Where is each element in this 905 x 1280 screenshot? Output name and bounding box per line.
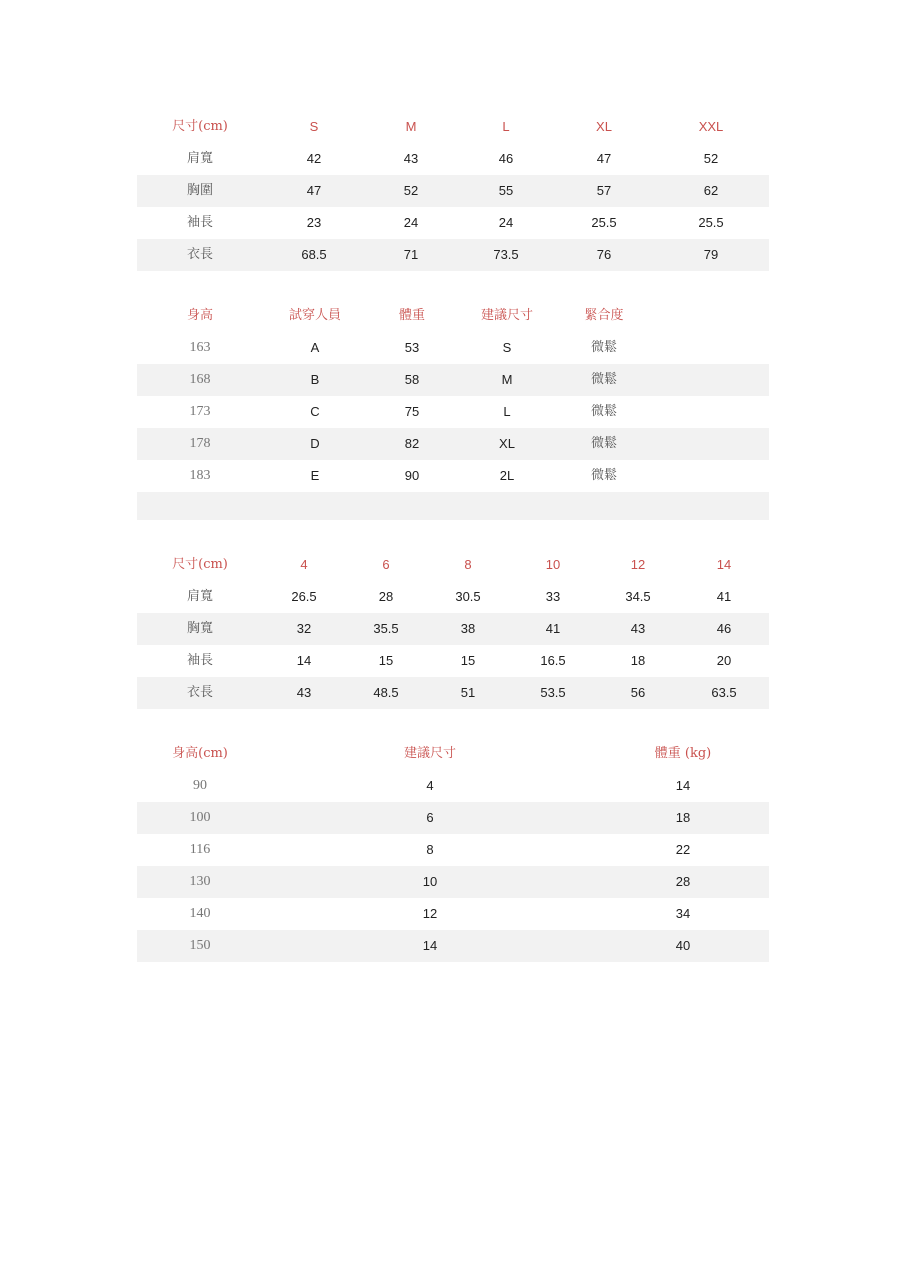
table-cell: 微鬆 <box>590 340 618 355</box>
table-row <box>137 460 769 492</box>
header-cell: 建議尺寸 <box>403 746 457 761</box>
table-cell: 33 <box>545 589 561 604</box>
table-row <box>137 834 769 866</box>
table-cell: M <box>501 372 513 387</box>
header-cell: 尺寸(cm) <box>172 119 228 134</box>
header-cell: 體重 <box>398 308 426 323</box>
table-cell: 18 <box>675 810 691 825</box>
table-cell: 76 <box>596 247 612 262</box>
table-cell: 48.5 <box>373 685 399 700</box>
header-cell: 10 <box>545 557 561 572</box>
table-cell: D <box>310 436 320 451</box>
table-cell: 75 <box>404 404 420 419</box>
table-cell: 34 <box>675 906 691 921</box>
table-row <box>137 802 769 834</box>
row-label: 178 <box>189 436 211 451</box>
table-cell: 15 <box>378 653 394 668</box>
table-cell: 微鬆 <box>590 436 618 451</box>
table-cell: 51 <box>460 685 476 700</box>
table-header-row <box>137 111 769 143</box>
table-header-row <box>137 549 769 581</box>
header-cell: M <box>405 119 417 134</box>
table-cell: 8 <box>426 842 434 857</box>
header-cell: XXL <box>698 119 724 134</box>
table-cell: S <box>502 340 512 355</box>
table-cell: 57 <box>596 183 612 198</box>
table-cell: 4 <box>426 778 434 793</box>
header-cell: 尺寸(cm) <box>172 557 228 572</box>
table-row <box>137 175 769 207</box>
table-row <box>137 930 769 962</box>
row-label: 肩寬 <box>186 589 214 604</box>
header-cell: 12 <box>630 557 646 572</box>
table-cell: 53 <box>404 340 420 355</box>
table-cell: 14 <box>422 938 438 953</box>
table-cell: 6 <box>426 810 434 825</box>
table-row <box>137 613 769 645</box>
table-cell: 34.5 <box>625 589 651 604</box>
table-cell: 23 <box>306 215 322 230</box>
table-cell: 62 <box>703 183 719 198</box>
row-label: 胸寬 <box>186 621 214 636</box>
table-cell: 43 <box>296 685 312 700</box>
table-cell: 40 <box>675 938 691 953</box>
table-cell: 20 <box>716 653 732 668</box>
fit-test-table <box>137 300 769 520</box>
table-cell: 18 <box>630 653 646 668</box>
table-cell: 28 <box>675 874 691 889</box>
table-cell: 43 <box>403 151 419 166</box>
table-cell: 53.5 <box>540 685 566 700</box>
header-cell: 14 <box>716 557 732 572</box>
row-label: 163 <box>189 340 211 355</box>
header-cell: 緊合度 <box>584 308 624 323</box>
table-row <box>137 677 769 709</box>
table-cell: 46 <box>716 621 732 636</box>
table-cell: 82 <box>404 436 420 451</box>
height-recommendation-table <box>137 738 769 962</box>
table-header-row <box>137 300 769 332</box>
table-cell: 25.5 <box>698 215 724 230</box>
table-cell: 47 <box>306 183 322 198</box>
row-label: 150 <box>189 938 211 953</box>
table-cell: 43 <box>630 621 646 636</box>
table-cell: 55 <box>498 183 514 198</box>
header-cell: 6 <box>382 557 390 572</box>
table-cell: 63.5 <box>711 685 737 700</box>
table-cell: 68.5 <box>301 247 327 262</box>
table-cell: 52 <box>703 151 719 166</box>
table-cell: 41 <box>716 589 732 604</box>
header-cell: 8 <box>464 557 472 572</box>
table-row <box>137 332 769 364</box>
row-label: 183 <box>189 468 211 483</box>
header-cell: 體重 (kg) <box>654 746 712 761</box>
table-cell: 25.5 <box>591 215 617 230</box>
table-row <box>137 364 769 396</box>
row-label: 胸圍 <box>186 183 214 198</box>
table-cell: 16.5 <box>540 653 566 668</box>
header-cell: 身高 <box>186 308 214 323</box>
header-cell: 建議尺寸 <box>480 308 534 323</box>
table-cell: 58 <box>404 372 420 387</box>
table-cell: 微鬆 <box>590 372 618 387</box>
table-cell: 90 <box>404 468 420 483</box>
row-label: 116 <box>189 842 211 857</box>
header-cell: 試穿人員 <box>288 308 342 323</box>
header-cell: S <box>309 119 319 134</box>
row-label: 140 <box>189 906 211 921</box>
table-cell: 73.5 <box>493 247 519 262</box>
table-row <box>137 143 769 175</box>
table-row <box>137 898 769 930</box>
table-row <box>137 770 769 802</box>
table-cell: 41 <box>545 621 561 636</box>
row-label: 168 <box>189 372 211 387</box>
table-cell: B <box>310 372 320 387</box>
table-cell: 32 <box>296 621 312 636</box>
table-cell: 38 <box>460 621 476 636</box>
header-cell: XL <box>596 119 612 134</box>
header-cell: L <box>502 119 510 134</box>
table-cell: L <box>503 404 511 419</box>
row-label: 衣長 <box>186 247 214 262</box>
table-cell: 46 <box>498 151 514 166</box>
table-row <box>137 239 769 271</box>
table-cell: 42 <box>306 151 322 166</box>
table-row <box>137 645 769 677</box>
table-cell: 24 <box>403 215 419 230</box>
table-cell: 微鬆 <box>590 404 618 419</box>
row-label: 袖長 <box>186 215 214 230</box>
table-cell: XL <box>499 436 515 451</box>
table-row <box>137 207 769 239</box>
table-cell: 30.5 <box>455 589 481 604</box>
table-cell: 26.5 <box>291 589 317 604</box>
table-cell: 2L <box>499 468 515 483</box>
row-label: 肩寬 <box>186 151 214 166</box>
table-header-row <box>137 738 769 770</box>
table-cell: 28 <box>378 589 394 604</box>
header-cell: 4 <box>300 557 308 572</box>
table-cell: 22 <box>675 842 691 857</box>
table-cell: 12 <box>422 906 438 921</box>
table-cell: 14 <box>675 778 691 793</box>
table-cell: E <box>310 468 320 483</box>
row-label: 100 <box>189 810 211 825</box>
size-chart-table-2 <box>137 549 769 709</box>
header-cell: 身高(cm) <box>172 746 228 761</box>
table-row <box>137 866 769 898</box>
table-cell: A <box>310 340 320 355</box>
table-cell: 微鬆 <box>590 468 618 483</box>
row-label: 衣長 <box>186 685 214 700</box>
table-cell: 47 <box>596 151 612 166</box>
table-row <box>137 581 769 613</box>
row-label: 173 <box>189 404 211 419</box>
table-row <box>137 428 769 460</box>
table-cell: 56 <box>630 685 646 700</box>
row-label: 袖長 <box>186 653 214 668</box>
table-cell: 14 <box>296 653 312 668</box>
table-cell: 24 <box>498 215 514 230</box>
table-cell: 52 <box>403 183 419 198</box>
table-cell: 71 <box>403 247 419 262</box>
table-cell: 35.5 <box>373 621 399 636</box>
table-cell: 79 <box>703 247 719 262</box>
table-cell: C <box>310 404 320 419</box>
row-label: 130 <box>189 874 211 889</box>
table-row <box>137 396 769 428</box>
size-chart-table-1 <box>137 111 769 271</box>
empty-table-row <box>137 492 769 520</box>
row-label: 90 <box>193 778 207 793</box>
table-cell: 15 <box>460 653 476 668</box>
table-cell: 10 <box>422 874 438 889</box>
